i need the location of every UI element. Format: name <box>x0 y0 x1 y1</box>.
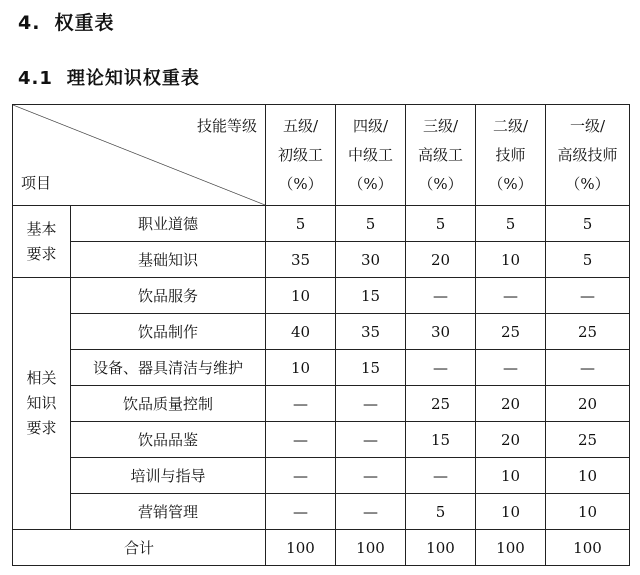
row-value: — <box>406 350 476 386</box>
row-value: — <box>336 494 406 530</box>
total-value: 100 <box>336 530 406 566</box>
row-value: 20 <box>546 386 630 422</box>
row-value: 20 <box>476 386 546 422</box>
row-value: — <box>476 350 546 386</box>
table-row <box>13 206 630 242</box>
row-value: — <box>266 458 336 494</box>
table-row <box>13 314 630 350</box>
row-value: — <box>336 422 406 458</box>
group-basic-requirements: 基本 要求 <box>13 206 71 278</box>
section-heading <box>18 8 114 35</box>
section-number: 4. <box>18 12 41 34</box>
table-row <box>13 494 630 530</box>
row-item: 培训与指导 <box>71 458 266 494</box>
row-value: 35 <box>266 242 336 278</box>
row-value: 10 <box>546 458 630 494</box>
row-item: 饮品制作 <box>71 314 266 350</box>
row-value: 15 <box>336 278 406 314</box>
total-value: 100 <box>266 530 336 566</box>
row-value: 20 <box>406 242 476 278</box>
level-1-header: 一级/ 高级技师 （%） <box>546 105 630 206</box>
row-value: 30 <box>336 242 406 278</box>
row-item: 基础知识 <box>71 242 266 278</box>
row-value: 10 <box>266 350 336 386</box>
row-value: 5 <box>266 206 336 242</box>
table-row <box>13 458 630 494</box>
row-value: 5 <box>406 206 476 242</box>
row-value: 10 <box>476 494 546 530</box>
subsection-heading <box>18 64 200 90</box>
row-value: — <box>406 458 476 494</box>
row-value: — <box>476 278 546 314</box>
table-row <box>13 278 630 314</box>
level-5-header: 五级/ 初级工 （%） <box>266 105 336 206</box>
row-value: 10 <box>546 494 630 530</box>
row-value: 5 <box>336 206 406 242</box>
row-value: — <box>406 278 476 314</box>
row-value: 25 <box>546 314 630 350</box>
total-value: 100 <box>546 530 630 566</box>
row-item: 饮品品鉴 <box>71 422 266 458</box>
row-item: 职业道德 <box>71 206 266 242</box>
row-value: 20 <box>476 422 546 458</box>
row-value: — <box>266 422 336 458</box>
row-value: 30 <box>406 314 476 350</box>
total-value: 100 <box>476 530 546 566</box>
row-value: — <box>336 458 406 494</box>
header-row <box>13 105 630 206</box>
row-value: 25 <box>546 422 630 458</box>
row-value: 5 <box>546 242 630 278</box>
row-value: — <box>546 350 630 386</box>
row-item: 营销管理 <box>71 494 266 530</box>
total-value: 100 <box>406 530 476 566</box>
level-3-header: 三级/ 高级工 （%） <box>406 105 476 206</box>
row-value: — <box>336 386 406 422</box>
project-label: 项目 <box>21 174 52 192</box>
row-value: 5 <box>406 494 476 530</box>
level-4-header: 四级/ 中级工 （%） <box>336 105 406 206</box>
total-row <box>13 530 630 566</box>
table-row <box>13 242 630 278</box>
row-item: 设备、器具清洁与维护 <box>71 350 266 386</box>
row-value: — <box>546 278 630 314</box>
row-value: — <box>266 494 336 530</box>
row-value: 15 <box>336 350 406 386</box>
table-row <box>13 422 630 458</box>
table-row <box>13 350 630 386</box>
subsection-number: 4.1 <box>18 68 53 89</box>
row-item: 饮品质量控制 <box>71 386 266 422</box>
total-label: 合计 <box>13 530 266 566</box>
skill-level-label: 技能等级 <box>196 117 257 135</box>
row-value: 35 <box>336 314 406 350</box>
row-value: 10 <box>476 458 546 494</box>
diagonal-header-cell <box>13 105 266 206</box>
table-row <box>13 386 630 422</box>
row-value: 25 <box>476 314 546 350</box>
row-value: 5 <box>546 206 630 242</box>
weight-table <box>12 104 630 566</box>
row-value: 40 <box>266 314 336 350</box>
group-related-knowledge: 相关 知识 要求 <box>13 278 71 530</box>
row-value: 15 <box>406 422 476 458</box>
row-value: 5 <box>476 206 546 242</box>
level-2-header: 二级/ 技师 （%） <box>476 105 546 206</box>
row-value: 10 <box>266 278 336 314</box>
row-item: 饮品服务 <box>71 278 266 314</box>
row-value: — <box>266 386 336 422</box>
row-value: 25 <box>406 386 476 422</box>
subsection-title: 理论知识权重表 <box>66 68 200 89</box>
row-value: 10 <box>476 242 546 278</box>
section-title: 权重表 <box>54 12 115 34</box>
